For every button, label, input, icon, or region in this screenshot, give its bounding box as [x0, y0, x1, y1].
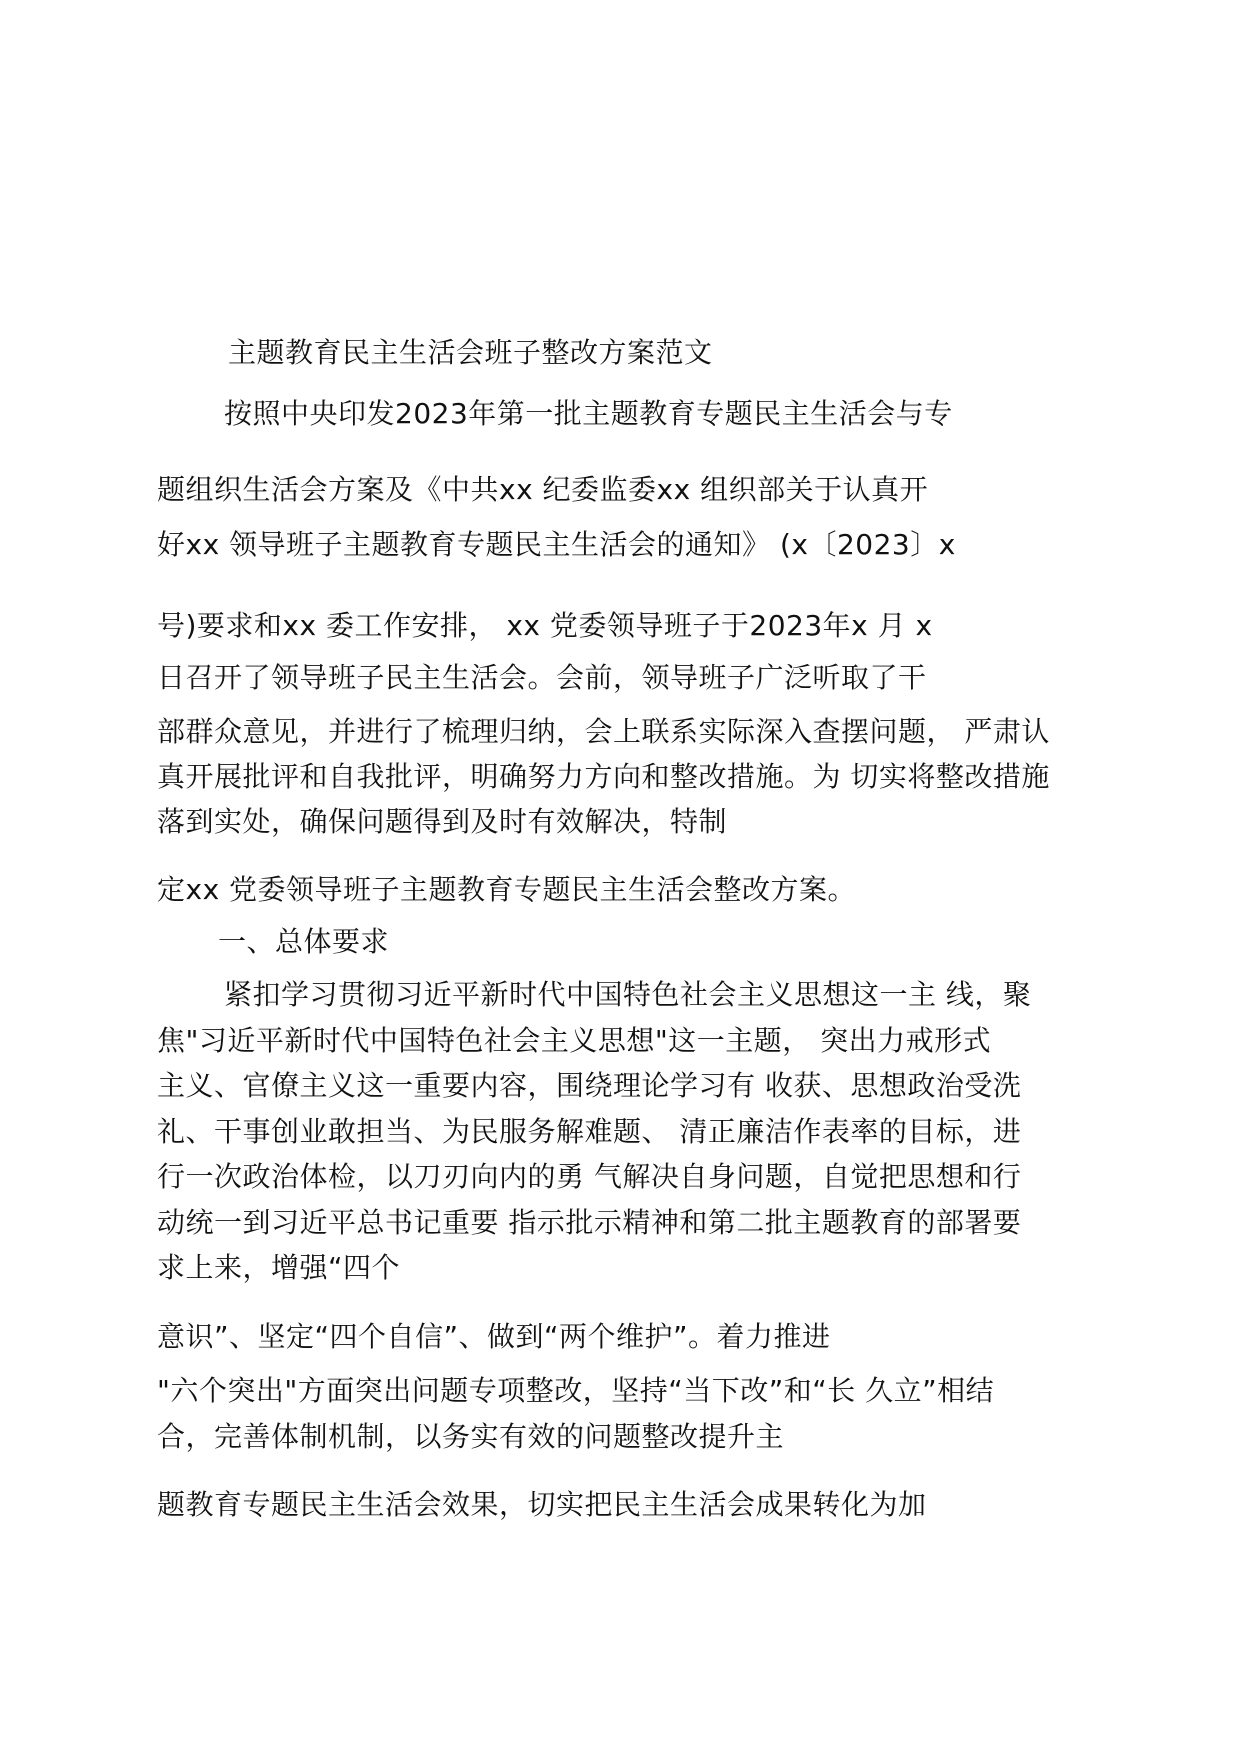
document-title: 主题教育民主生活会班子整改方案范文	[228, 336, 713, 369]
paragraph-line: 按照中央印发2023年第一批主题教育专题民主生活会与专	[224, 397, 953, 430]
paragraph-line: 合，完善体制机制，以务实有效的问题整改提升主	[157, 1420, 785, 1453]
paragraph-line: 紧扣学习贯彻习近平新时代中国特色社会主义思想这一主 线，聚	[224, 978, 1032, 1011]
paragraph-line: 日召开了领导班子民主生活会。会前，领导班子广泛听取了干	[157, 661, 927, 694]
paragraph-line: 动统一到习近平总书记重要 指示批示精神和第二批主题教育的部署要	[157, 1206, 1022, 1239]
paragraph-line: 定xx 党委领导班子主题教育专题民主生活会整改方案。	[157, 873, 857, 906]
paragraph-line: "六个突出"方面突出问题专项整改，坚持“当下改”和“长 久立”相结	[157, 1374, 995, 1407]
paragraph-line: 求上来，增强“四个	[157, 1251, 401, 1284]
paragraph-line: 礼、干事创业敢担当、为民服务解难题、 清正廉洁作表率的目标，进	[157, 1115, 1022, 1148]
paragraph-line: 焦"习近平新时代中国特色社会主义思想"这一主题， 突出力戒形式	[157, 1024, 992, 1057]
paragraph-line: 主义、官僚主义这一重要内容，围绕理论学习有 收获、思想政治受洗	[157, 1069, 1022, 1102]
paragraph-line: 部群众意见，并进行了梳理归纳，会上联系实际深入查摆问题， 严肃认	[157, 715, 1050, 748]
paragraph-line: 真开展批评和自我批评，明确努力方向和整改措施。为 切实将整改措施	[157, 760, 1050, 793]
paragraph-line: 落到实处，确保问题得到及时有效解决，特制	[157, 805, 728, 838]
paragraph-line: 意识”、坚定“四个自信”、做到“两个维护”。着力推进	[157, 1320, 831, 1353]
paragraph-line: 好xx 领导班子主题教育专题民主生活会的通知》 (x〔2023〕x	[157, 528, 956, 561]
paragraph-line: 行一次政治体检，以刀刃向内的勇 气解决自身问题，自觉把思想和行	[157, 1160, 1022, 1193]
paragraph-line: 号)要求和xx 委工作安排， xx 党委领导班子于2023年x 月 x	[157, 609, 933, 642]
paragraph-line: 题教育专题民主生活会效果，切实把民主生活会成果转化为加	[157, 1488, 927, 1521]
paragraph-line: 题组织生活会方案及《中共xx 纪委监委xx 组织部关于认真开	[157, 473, 929, 506]
section-heading: 一、总体要求	[218, 925, 390, 958]
